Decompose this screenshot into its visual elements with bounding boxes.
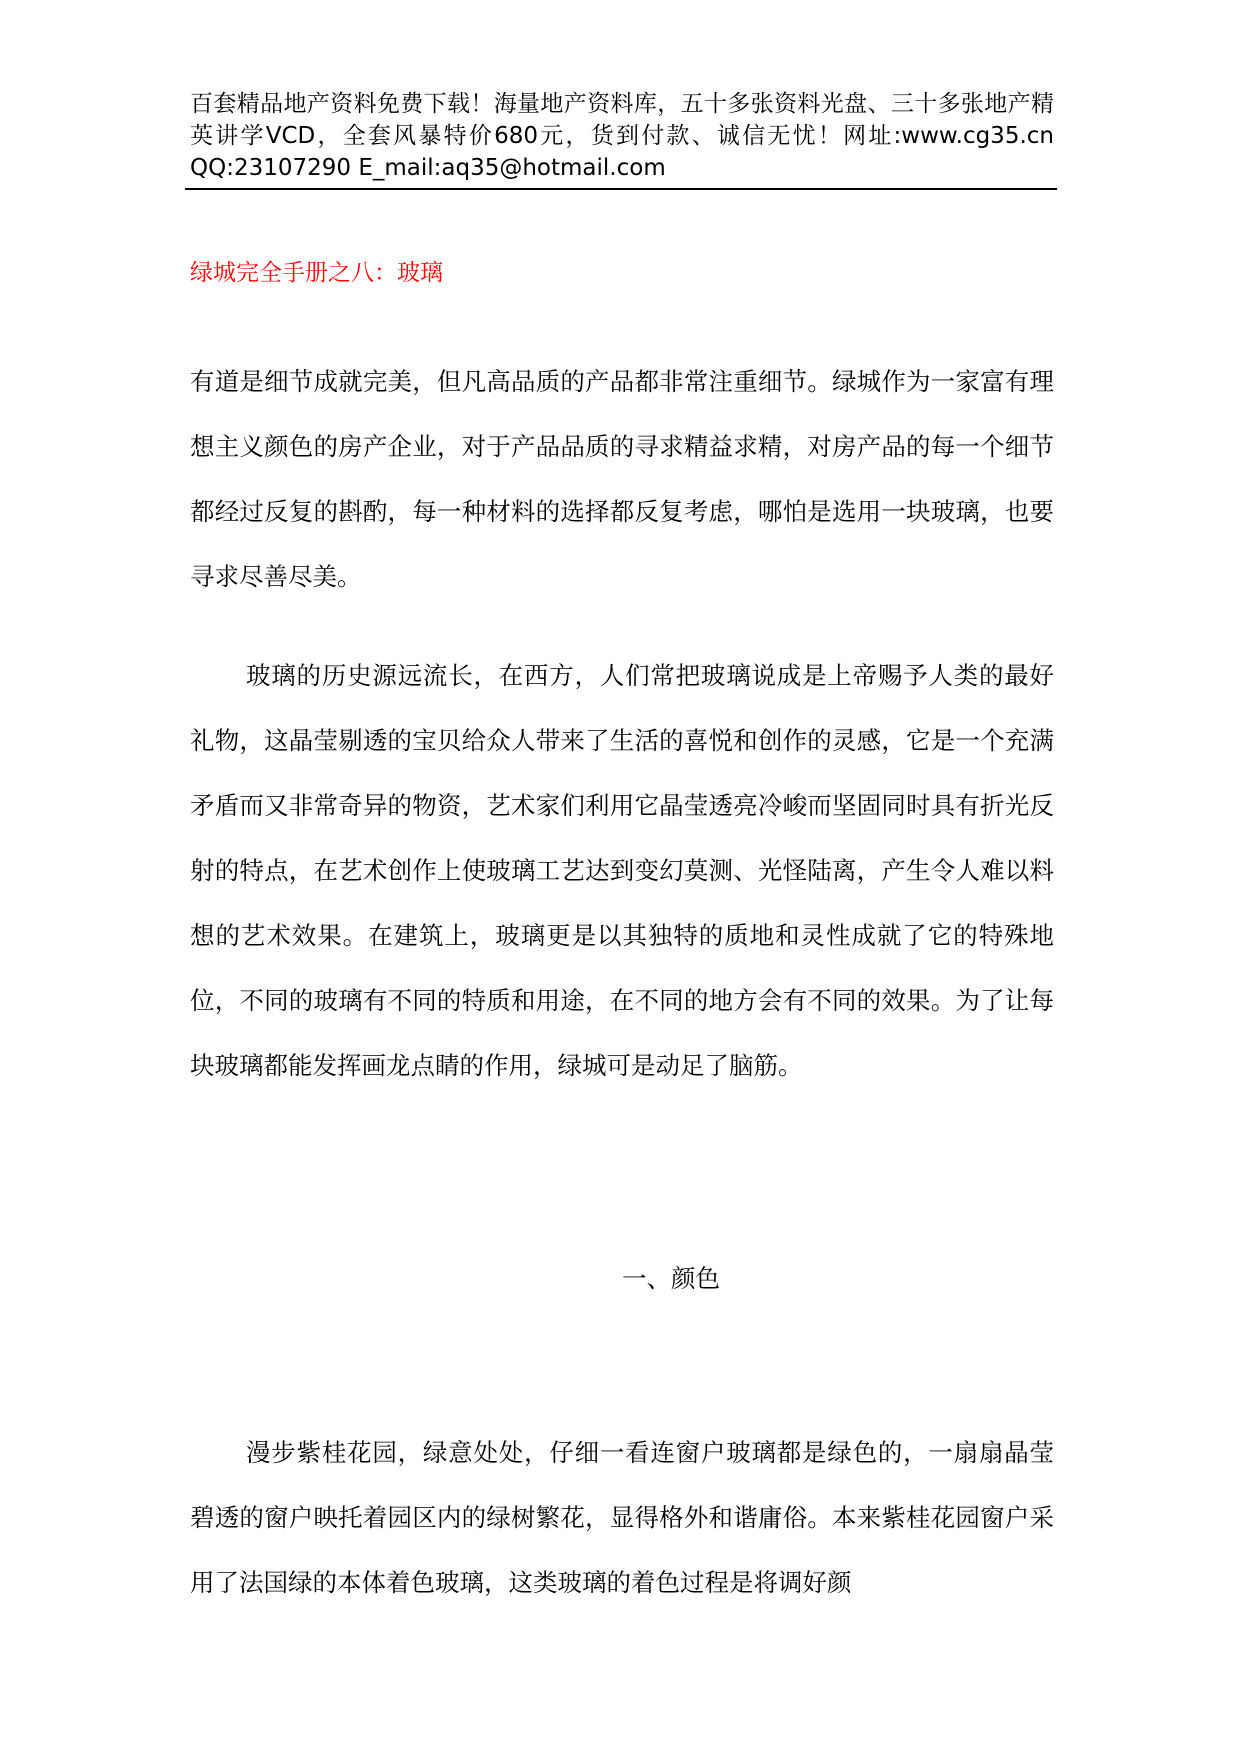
paragraph-intro: 有道是细节成就完美，但凡高品质的产品都非常注重细节。绿城作为一家富有理想主义颜色的房产企业，对于产品品质的寻求精益求精，对房产品的每一个细节都经过反复的斟酌，每一种材料的选择都反复考虑，哪怕是选用一块玻璃，也要寻求尽善尽美。: [190, 367, 1054, 591]
document-title: 绿城完全手册之八：玻璃: [190, 260, 443, 286]
paragraph-history: 玻璃的历史源远流长，在西方，人们常把玻璃说成是上帝赐予人类的最好礼物，这晶莹剔透的宝贝给众人带来了生活的喜悦和创作的灵感，它是一个充满矛盾而又非常奇异的物资，艺术家们利用它晶莹透亮冷峻而坚固同时具有折光反射的特点，在艺术创作上使玻璃工艺达到变幻莫测、光怪陆离，产生令人难以料想的艺术效果。在建筑上，玻璃更是以其独特的质地和灵性成就了它的特殊地位，不同的玻璃有不同的特质和用途，在不同的地方会有不同的效果。为了让每块玻璃都能发挥画龙点睛的作用，绿城可是动足了脑筋。: [190, 661, 1054, 1080]
header-advertisement: 百套精品地产资料免费下载！海量地产资料库，五十多张资料光盘、三十多张地产精英讲学VCD，全套风暴特价680元，货到付款、诚信无忧！网址:www.cg35.cn QQ:23107290 E_mail:aq35@hotmail.com: [190, 91, 1054, 181]
paragraph-color: 漫步紫桂花园，绿意处处，仔细一看连窗户玻璃都是绿色的，一扇扇晶莹碧透的窗户映托着园区内的绿树繁花，显得格外和谐庸俗。本来紫桂花园窗户采用了法国绿的本体着色玻璃，这类玻璃的着色过程是将调好颜: [190, 1438, 1054, 1597]
header-divider: [185, 188, 1057, 190]
section-heading-color: 一、颜色: [622, 1264, 720, 1293]
